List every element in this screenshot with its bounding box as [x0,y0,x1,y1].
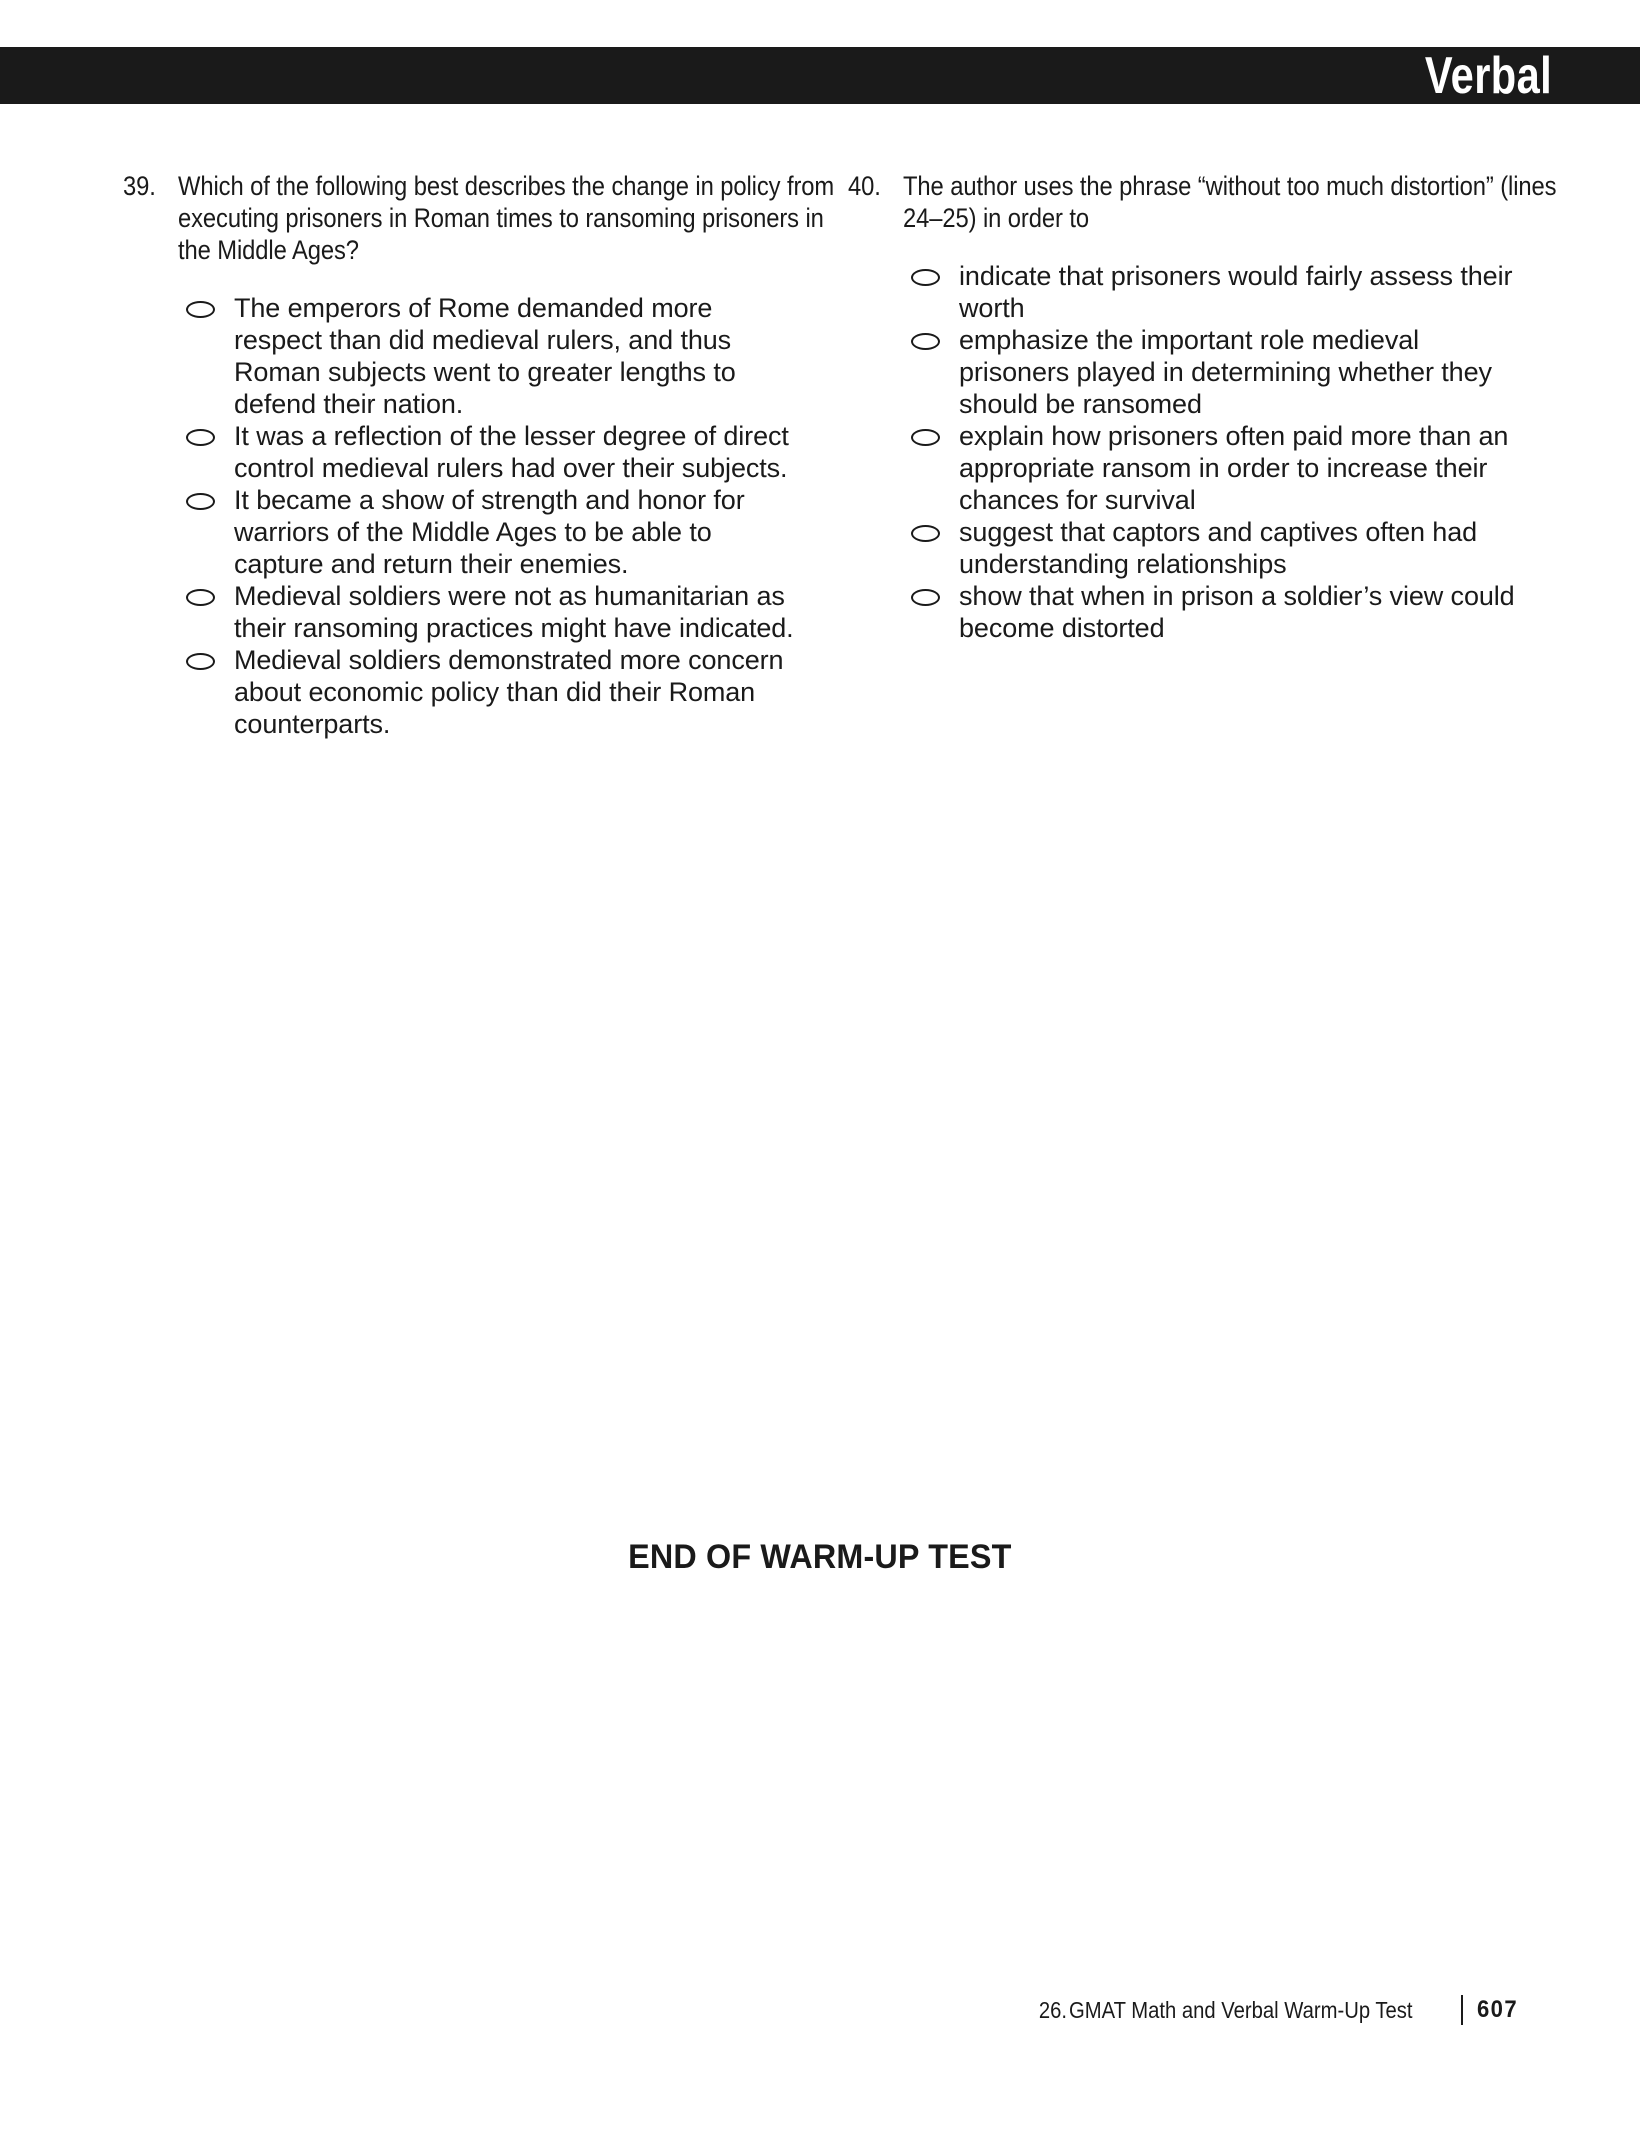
column-right [848,170,1557,644]
end-of-test-label: END OF WARM-UP TEST [628,1538,1012,1576]
question-39-stem: Which of the following best describes the change in policy from executing prisoners in Roman times to ransoming prisoners in the Middle Ages? [178,171,835,265]
radio-oval-icon[interactable] [911,429,940,446]
choice-option[interactable] [911,260,1528,324]
question-39-number: 39. [123,171,156,201]
question-40-number: 40. [848,171,881,201]
radio-oval-icon[interactable] [911,525,940,542]
choice-option[interactable] [911,324,1528,420]
question-40-stem: The author uses the phrase “without too much distortion” (lines 24–25) in order to [903,171,1557,233]
choice-label: Medieval soldiers were not as humanitarian as their ransoming practices might have indicated. [234,581,794,643]
choice-option[interactable] [186,420,803,484]
choice-label: Medieval soldiers demonstrated more concern about economic policy than did their Roman counterparts. [234,645,784,739]
radio-oval-icon[interactable] [186,301,215,318]
choice-option[interactable] [911,420,1528,516]
choice-option[interactable] [186,292,803,420]
choice-label: explain how prisoners often paid more than an appropriate ransom in order to increase their chances for survival [959,421,1509,515]
choice-label: emphasize the important role medieval prisoners played in determining whether they should be ransomed [959,325,1492,419]
section-header-band [0,47,1640,104]
choice-label: suggest that captors and captives often had understanding relationships [959,517,1478,579]
choice-label: show that when in prison a soldier’s view could become distorted [959,581,1515,643]
radio-oval-icon[interactable] [186,589,215,606]
footer-chapter-title: GMAT Math and Verbal Warm-Up Test [1069,1997,1413,2023]
choice-label: It became a show of strength and honor for warriors of the Middle Ages to be able to capture and return their enemies. [234,485,745,579]
choice-label: It was a reflection of the lesser degree of direct control medieval rulers had over their subjects. [234,421,789,483]
choice-label: The emperors of Rome demanded more respect than did medieval rulers, and thus Roman subjects went to greater lengths to defend their nation. [234,293,736,419]
radio-oval-icon[interactable] [186,429,215,446]
question-40 [848,170,1557,644]
page-number: 607 [1477,1996,1519,2023]
page-footer [1035,1995,1522,2025]
choice-option[interactable] [911,516,1528,580]
section-title: Verbal [1424,46,1552,105]
footer-chapter-number: 26. [1039,1997,1068,2023]
choice-option[interactable] [186,580,803,644]
radio-oval-icon[interactable] [911,269,940,286]
choice-option[interactable] [186,644,803,740]
end-of-test-banner [0,1538,1640,1577]
choice-option[interactable] [911,580,1528,644]
question-40-choices [911,260,1528,644]
radio-oval-icon[interactable] [186,653,215,670]
choice-option[interactable] [186,484,803,580]
column-left [123,170,835,740]
question-39-choices [186,292,803,740]
radio-oval-icon[interactable] [911,333,940,350]
radio-oval-icon[interactable] [186,493,215,510]
radio-oval-icon[interactable] [911,589,940,606]
choice-label: indicate that prisoners would fairly assess their worth [959,261,1513,323]
question-39 [123,170,835,740]
footer-divider [1461,1995,1463,2025]
